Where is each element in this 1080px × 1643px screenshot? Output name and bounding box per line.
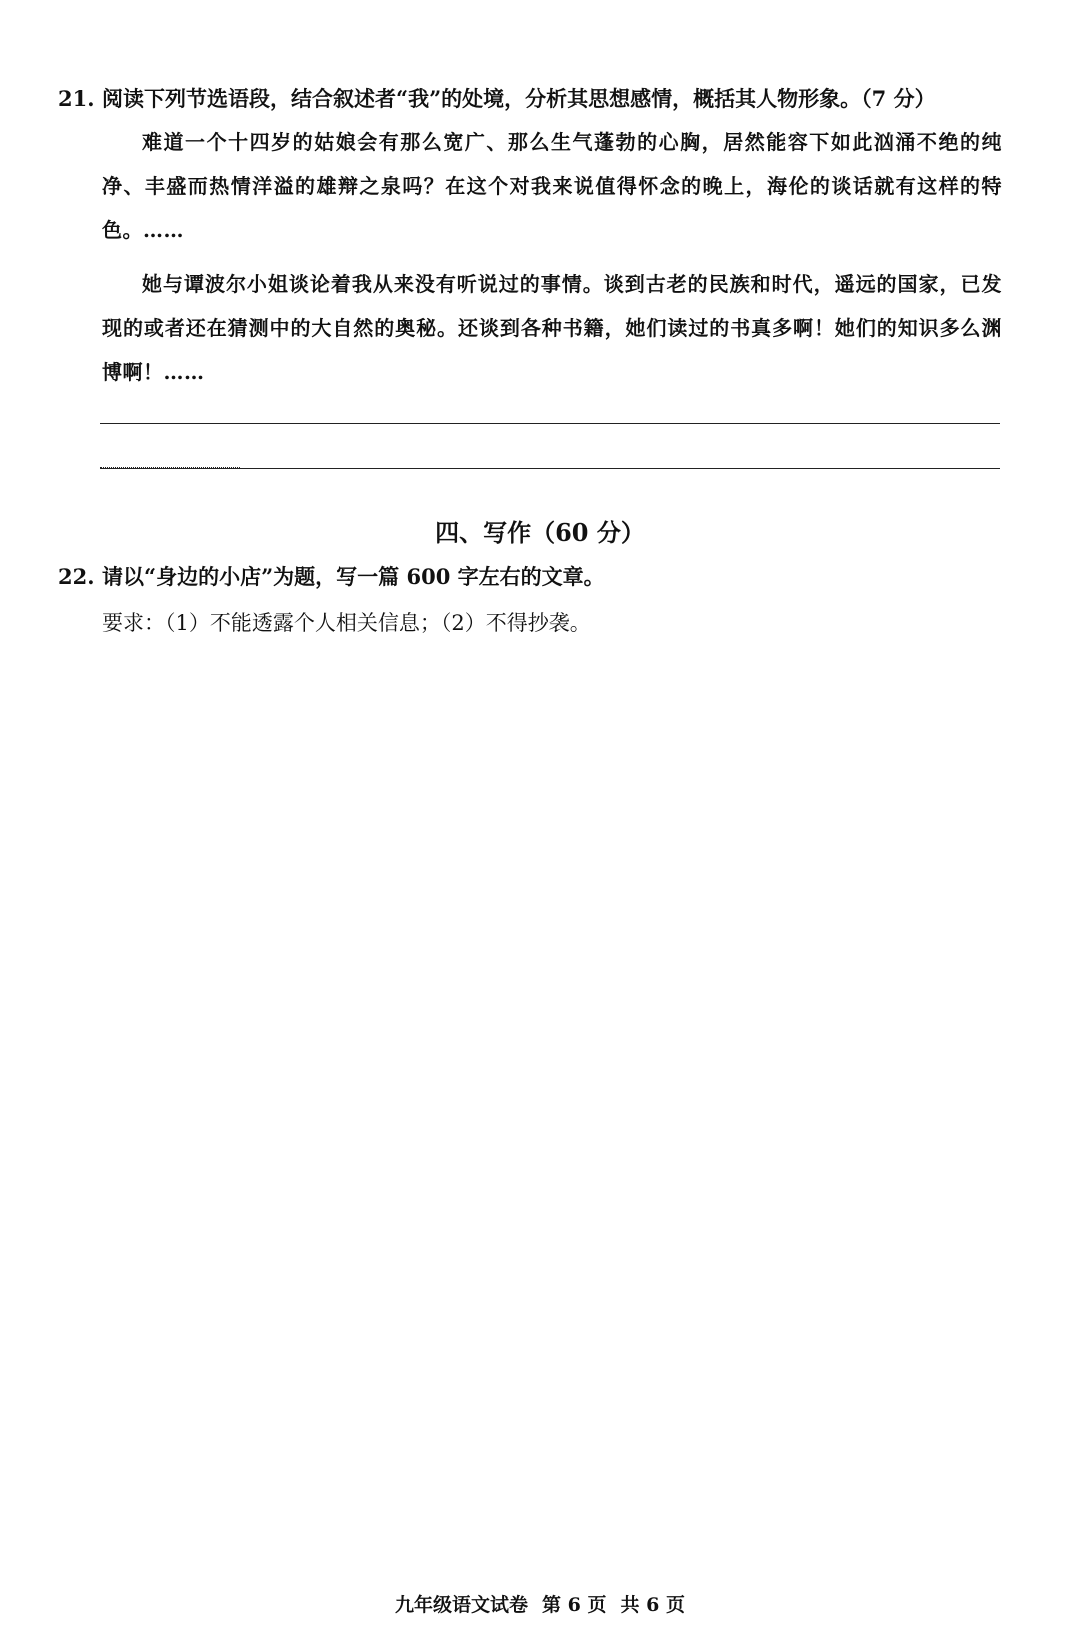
answer-line-2[interactable] <box>100 468 1000 469</box>
question-22-number: 22. <box>58 564 95 589</box>
excerpt-paragraph-1: 难道一个十四岁的姑娘会有那么宽广、那么生气蓬勃的心胸，居然能容下如此汹涌不绝的纯净、丰盛而热情洋溢的雄辩之泉吗？在这个对我来说值得怀念的晚上，海伦的谈话就有这样的特色。…… <box>102 130 1002 242</box>
question-22-text: 请以“身边的小店”为题，写一篇 600 字左右的文章。 <box>102 564 605 589</box>
answer-line-1[interactable] <box>100 423 1000 424</box>
section-writing-title: 四、写作（60 分） <box>435 518 645 547</box>
question-21-number: 21. <box>58 86 95 111</box>
excerpt-paragraph-2: 她与谭波尔小姐谈论着我从来没有听说过的事情。谈到古老的民族和时代，遥远的国家，已发现的或者还在猜测中的大自然的奥秘。还谈到各种书籍，她们读过的书真多啊！她们的知识多么渊博啊！…… <box>102 272 1002 384</box>
footer-exam-name: 九年级语文试卷 <box>395 1594 529 1616</box>
footer-page-number: 第 6 页 <box>542 1594 607 1616</box>
question-21-prompt <box>58 84 1020 114</box>
page-footer <box>0 1591 1080 1619</box>
question-21-text: 阅读下列节选语段，结合叙述者“我”的处境，分析其思想感情，概括其人物形象。（7 分） <box>102 86 936 111</box>
footer-total-pages: 共 6 页 <box>620 1594 685 1616</box>
question-22-prompt <box>58 562 605 592</box>
excerpt-passage <box>102 120 1002 394</box>
question-22-requirements: 要求：（1）不能透露个人相关信息；（2）不得抄袭。 <box>102 611 591 635</box>
